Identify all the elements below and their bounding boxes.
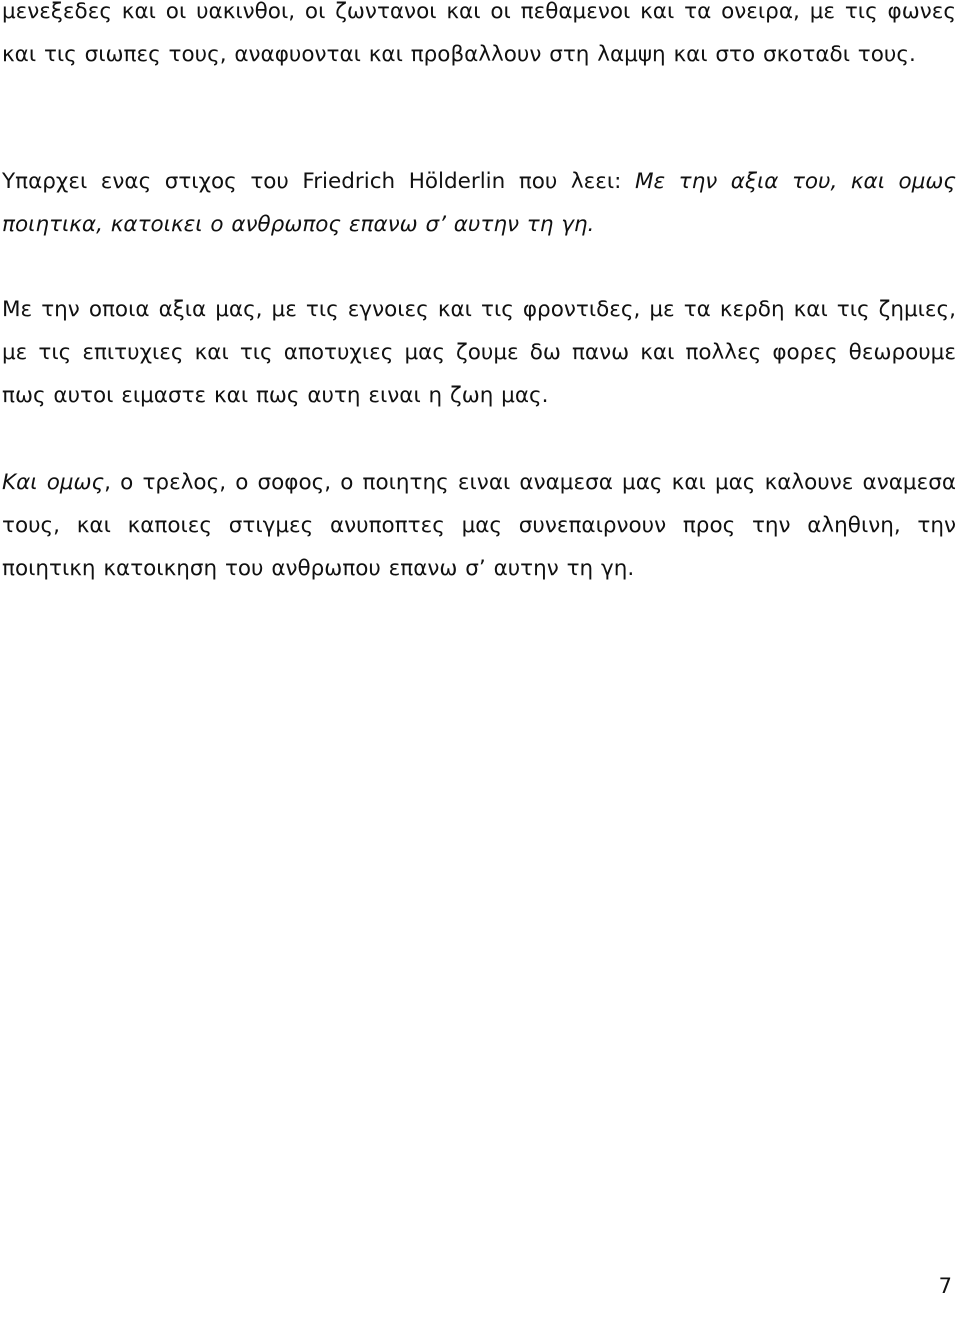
paragraph-3-text: Με την οποια αξια μας, με τις εγνοιες και τις φροντιδες, με τα κερδη και τις ζημιες, με τις επιτυχιες και τις αποτυχιες μας ζουμε δω πανω και πολλες φορες θεωρουμε πως αυτοι ειμαστε και πως αυτη ειναι η ζωη μας. <box>2 297 956 408</box>
paragraph-4-lead: Και ομως <box>2 470 105 495</box>
page-number: 7 <box>938 1274 952 1298</box>
paragraph-4 <box>2 461 956 590</box>
paragraph-2-lead: Υπαρχει ενας στιχος του Friedrich Hölderlin που λεει: <box>2 169 635 194</box>
paragraph-1 <box>2 0 956 76</box>
paragraph-4-text: , ο τρελος, ο σοφος, ο ποιητης ειναι αναμεσα μας και μας καλουνε αναμεσα τους, και καποιες στιγμες ανυποπτες μας συνεπαιρνουν προς την αληθινη, την ποιητικη κατοικηση του ανθρωπου επανω σ’ αυτην τη γη. <box>2 470 956 581</box>
holderlin-quote: Με την αξια του, και ομως ποιητικα, κατοικει ο ανθρωπος επανω σ’ αυτην τη γη. <box>2 169 956 237</box>
paragraph-3 <box>2 288 956 417</box>
paragraph-2 <box>2 160 956 246</box>
paragraph-1-text: μενεξεδες και οι υακινθοι, οι ζωντανοι και οι πεθαμενοι και τα ονειρα, με τις φωνες και τις σιωπες τους, αναφυονται και προβαλλουν στη λαμψη και στο σκοταδι τους. <box>2 0 956 67</box>
